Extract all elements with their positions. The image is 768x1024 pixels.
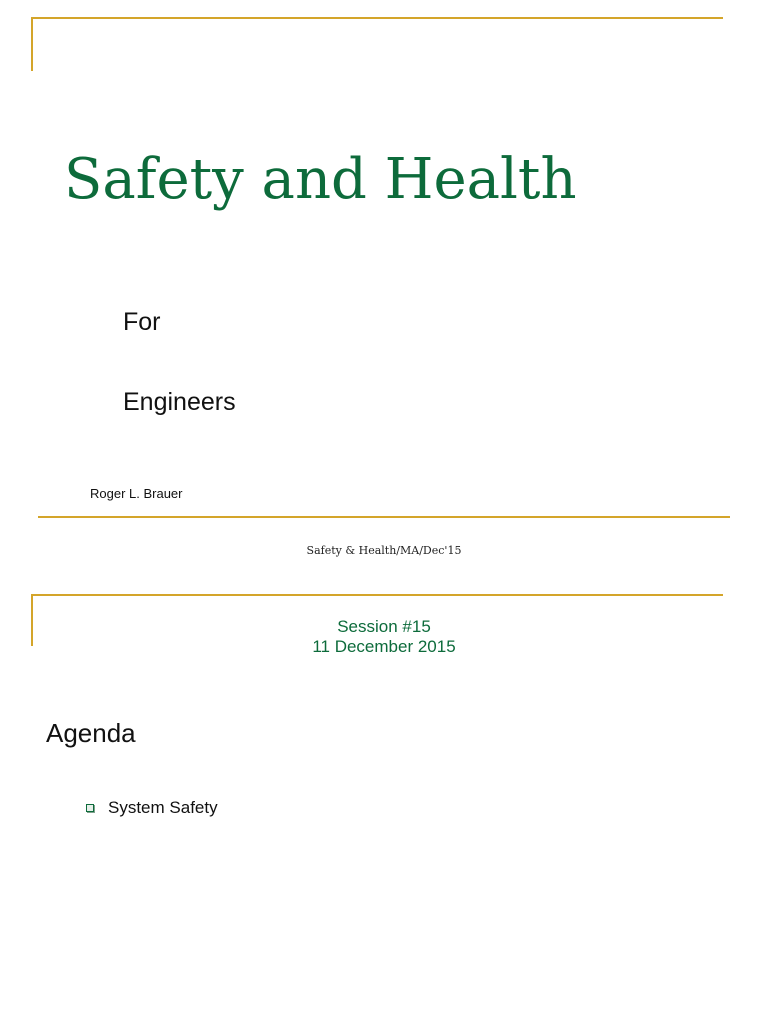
subtitle-for: For — [123, 308, 161, 336]
session-date: 11 December 2015 — [312, 637, 456, 656]
session-number: Session #15 — [337, 617, 431, 636]
slide-title-text: Safety and Health — [64, 147, 577, 212]
left-accent-line — [31, 17, 33, 71]
top-accent-line — [31, 594, 723, 596]
subtitle-engineers: Engineers — [123, 388, 236, 416]
slide-agenda — [0, 590, 768, 1024]
footer-divider-line — [38, 516, 730, 518]
top-accent-line — [31, 17, 723, 19]
agenda-heading: Agenda — [46, 718, 136, 748]
agenda-list — [86, 797, 218, 819]
session-info — [0, 617, 768, 657]
list-item — [86, 797, 218, 819]
square-bullet-icon — [86, 804, 94, 812]
agenda-item-label: System Safety — [108, 798, 218, 817]
slide-footer: Safety & Health/MA/Dec'15 — [306, 544, 462, 557]
author-name: Roger L. Brauer — [90, 486, 183, 501]
